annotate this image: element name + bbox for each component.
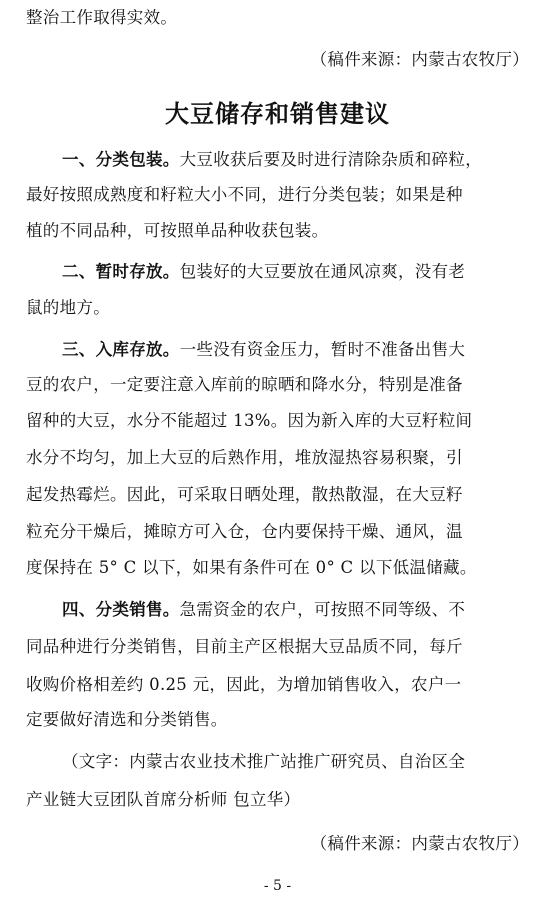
section-3-line-7: 度保持在 5° C 以下，如果有条件可在 0° C 以下低温储藏。 [26,558,477,577]
page-number: - 5 - [263,878,292,894]
section-3-line-2: 豆的农户，一定要注意入库前的晾晒和降水分，特别是准备 [26,375,463,394]
section-4-line-4: 定要做好清选和分类销售。 [26,710,228,729]
section-3-line-5: 起发热霉烂。因此，可采取日晒处理，散热散湿，在大豆籽 [26,485,463,504]
section-3-lead: 三、入库存放。 [62,340,180,359]
section-1-lead: 一、分类包装。 [62,150,180,169]
author-line-2: 产业链大豆团队首席分析师 包立华） [26,790,301,809]
source-note-bottom: （稿件来源：内蒙古农牧厅） [310,834,529,853]
continued-text-line: 整治工作取得实效。 [26,8,178,27]
section-4-line-2: 同品种进行分类销售，目前主产区根据大豆品质不同，每斤 [26,637,463,656]
section-2-line-2: 鼠的地方。 [26,298,110,317]
section-3-line-3: 留种的大豆，水分不能超过 13%。因为新入库的大豆籽粒间 [26,411,473,430]
section-1-first-line [62,150,529,170]
section-2-lead: 二、暂时存放。 [62,262,180,281]
section-2-line-1: 包装好的大豆要放在通风凉爽，没有老 [179,262,466,281]
section-3-first-line [62,340,529,360]
section-3-line-1: 一些没有资金压力，暂时不准备出售大 [179,340,466,359]
section-3-line-4: 水分不均匀，加上大豆的后熟作用，堆放湿热容易积聚，引 [26,448,463,467]
section-3-line-6: 粒充分干燥后，摊晾方可入仓，仓内要保持干燥、通风，温 [26,522,463,541]
author-line-1: （文字：内蒙古农业技术推广站推广研究员、自治区全 [62,752,466,771]
article-title: 大豆储存和销售建议 [165,99,390,128]
section-1-line-2: 最好按照成熟度和籽粒大小不同，进行分类包装；如果是种 [26,185,463,204]
source-note-top: （稿件来源：内蒙古农牧厅） [310,50,529,69]
section-2-first-line [62,262,529,282]
section-4-lead: 四、分类销售。 [62,600,180,619]
section-4-first-line [62,600,529,620]
section-4-line-1: 急需资金的农户，可按照不同等级、不 [179,600,466,619]
section-1-line-3: 植的不同品种，可按照单品种收获包装。 [26,221,329,240]
section-4-line-3: 收购价格相差约 0.25 元，因此，为增加销售收入，农户一 [26,675,462,694]
section-1-line-1: 大豆收获后要及时进行清除杂质和碎粒， [179,150,483,169]
